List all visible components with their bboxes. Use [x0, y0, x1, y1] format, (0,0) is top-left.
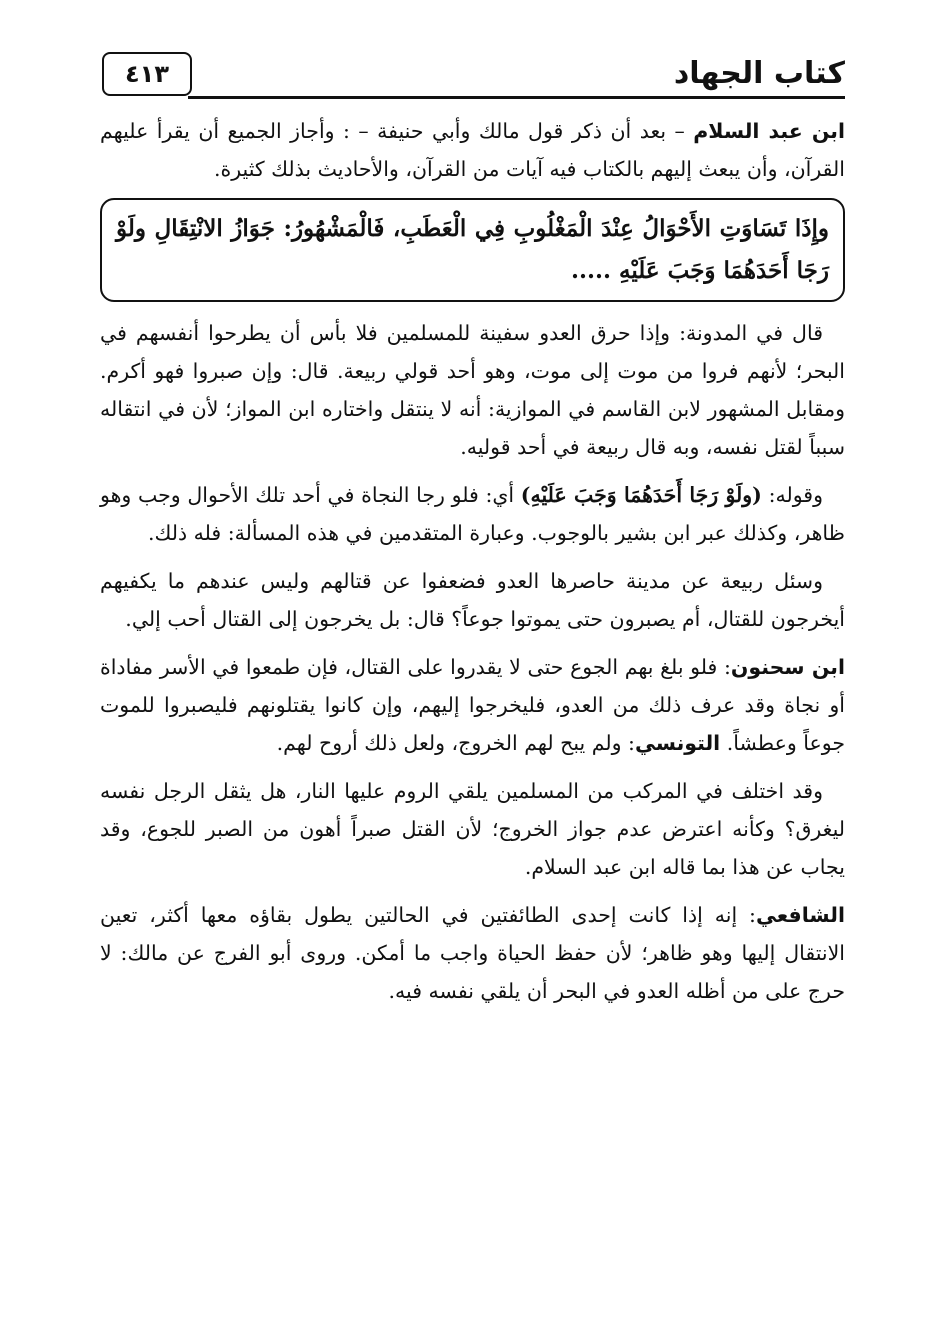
- document-page: [100, 50, 845, 1020]
- paragraph-markab: وقد اختلف في المركب من المسلمين يلقي الروم عليها النار، هل يثقل الرجل نفسه ليغرق؟ وكأنه اعترض عدم جواز الخروج؛ لأن القتل صبراً أهون من الصبر للجوع، وقد يجاب عن هذا بما قاله ابن عبد السلام.: [100, 779, 845, 879]
- paragraph-qawluhu: [100, 476, 845, 552]
- paragraph-ibn-abd-al-salam: [100, 112, 845, 188]
- paragraph-ibn-sahnun: [100, 648, 845, 762]
- paragraph-shafii: [100, 896, 845, 1010]
- page-header: [100, 50, 845, 102]
- matn-quote: (ولَوْ رَجَا أَحَدَهُمَا وَجَبَ عَلَيْهِ): [520, 483, 762, 507]
- paragraph-rabia: وسئل ربيعة عن مدينة حاصرها العدو فضعفوا عن قتالهم وليس عندهم ما يكفيهم أيخرجون للقتال، أم يصبرون حتى يموتوا جوعاً؟ قال: بل يخرجون إلى القتال أحب إلي.: [100, 569, 845, 631]
- paragraph-text: : ولم يبح لهم الخروج، ولعل ذلك أروح لهم.: [276, 731, 635, 755]
- paragraph-text: : إنه إذا كانت إحدى الطائفتين في الحالتين يطول بقاؤه معها أكثر، تعين الانتقال إليها وهو ظاهر؛ لأن حفظ الحياة واجب ما أمكن. وروى أبو الفرج عن مالك: لا حرج على من أظله العدو في البحر أن يلقي نفسه فيه.: [100, 903, 845, 1003]
- speaker-name: التونسي: [634, 731, 721, 755]
- paragraph-text: : فلو بلغ بهم الجوع حتى لا يقدروا على القتال، فإن طمعوا في الأسر مفاداة أو نجاة وقد عرف ذلك من العدو، فليخرجوا إليهم، وإن كانوا يقتلونهم فليصبروا للموت جوعاً وعطشاً.: [100, 655, 845, 755]
- book-title: كتاب الجهاد: [673, 56, 845, 91]
- matn-box: وإِذَا تَسَاوَتِ الأَحْوَالُ عِنْدَ الْمَغْلُوبِ فِي الْعَطَبِ، فَالْمَشْهُورُ: جَوَازُ الانْتِقَالِ ولَوْ رَجَا أَحَدَهُمَا وَجَبَ عَلَيْهِ .....: [100, 198, 845, 302]
- header-rule: [188, 96, 845, 99]
- page-number: ٤١٣: [102, 52, 192, 96]
- paragraph-text: – بعد أن ذكر قول مالك وأبي حنيفة – : وأجاز الجميع أن يقرأ عليهم القرآن، وأن يبعث إليهم بالكتاب فيه آيات من القرآن، والأحاديث بذلك كثيرة.: [100, 119, 845, 181]
- speaker-name: ابن عبد السلام: [693, 119, 845, 143]
- paragraph-text: أي: فلو رجا النجاة في أحد تلك الأحوال وجب وهو ظاهر، وكذلك عبر ابن بشير بالوجوب. وعبارة المتقدمين في هذه المسألة: فله ذلك.: [100, 483, 845, 545]
- speaker-name: الشافعي: [755, 903, 845, 927]
- paragraph-lead: وقوله:: [761, 483, 824, 507]
- speaker-name: ابن سحنون: [730, 655, 845, 679]
- paragraph-mudawwana: قال في المدونة: وإذا حرق العدو سفينة للمسلمين فلا بأس أن يطرحوا أنفسهم في البحر؛ لأنهم فروا من موت إلى موت، وهو أحد قولي ربيعة. قال: وإن صبروا فهو أكرم. ومقابل المشهور لابن القاسم في الموازية: أنه لا ينتقل واختاره ابن المواز؛ لأن في انتقاله سبباً لقتل نفسه، وبه قال ربيعة في أحد قوليه.: [100, 321, 845, 459]
